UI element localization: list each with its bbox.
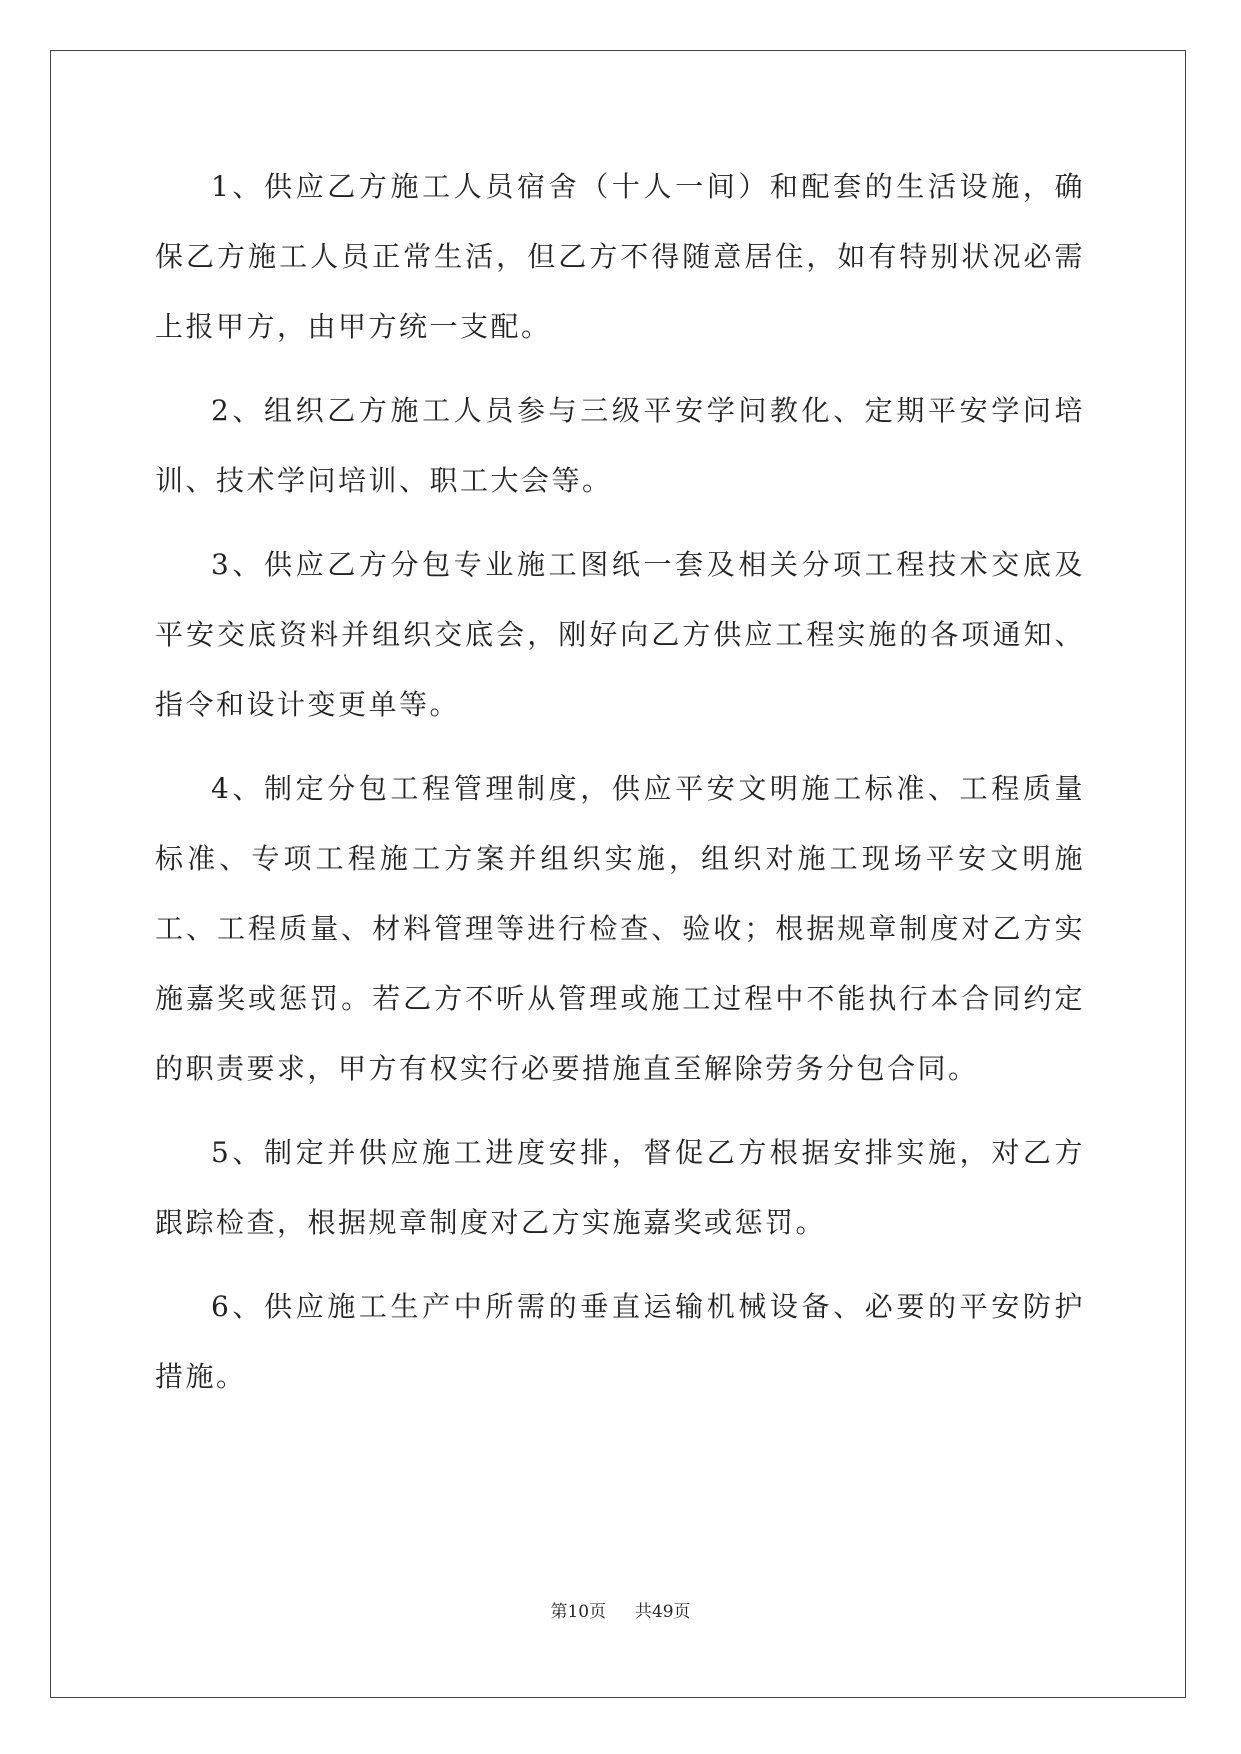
page-number: 第10页 [550, 1602, 607, 1622]
paragraph-1: 1、供应乙方施工人员宿舍（十人一间）和配套的生活设施，确保乙方施工人员正常生活，但乙方不得随意居住，如有特别状况必需上报甲方，由甲方统一支配。 [155, 170, 1085, 343]
paragraph-6: 6、供应施工生产中所需的垂直运输机械设备、必要的平安防护措施。 [155, 1290, 1085, 1393]
paragraph-4: 4、制定分包工程管理制度，供应平安文明施工标准、工程质量标准、专项工程施工方案并组织实施，组织对施工现场平安文明施工、工程质量、材料管理等进行检查、验收；根据规章制度对乙方实施嘉奖或惩罚。若乙方不听从管理或施工过程中不能执行本合同约定的职责要求，甲方有权实行必要措施直至解除劳务分包合同。 [155, 772, 1085, 1085]
document-body [155, 152, 1085, 1426]
paragraph-3: 3、供应乙方分包专业施工图纸一套及相关分项工程技术交底及平安交底资料并组织交底会，刚好向乙方供应工程实施的各项通知、指令和设计变更单等。 [155, 548, 1085, 721]
paragraph-5: 5、制定并供应施工进度安排，督促乙方根据安排实施，对乙方跟踪检查，根据规章制度对乙方实施嘉奖或惩罚。 [155, 1136, 1085, 1239]
page-footer [0, 1597, 1241, 1622]
paragraph-2: 2、组织乙方施工人员参与三级平安学问教化、定期平安学问培训、技术学问培训、职工大会等。 [155, 394, 1085, 497]
page-total: 共49页 [634, 1602, 691, 1622]
